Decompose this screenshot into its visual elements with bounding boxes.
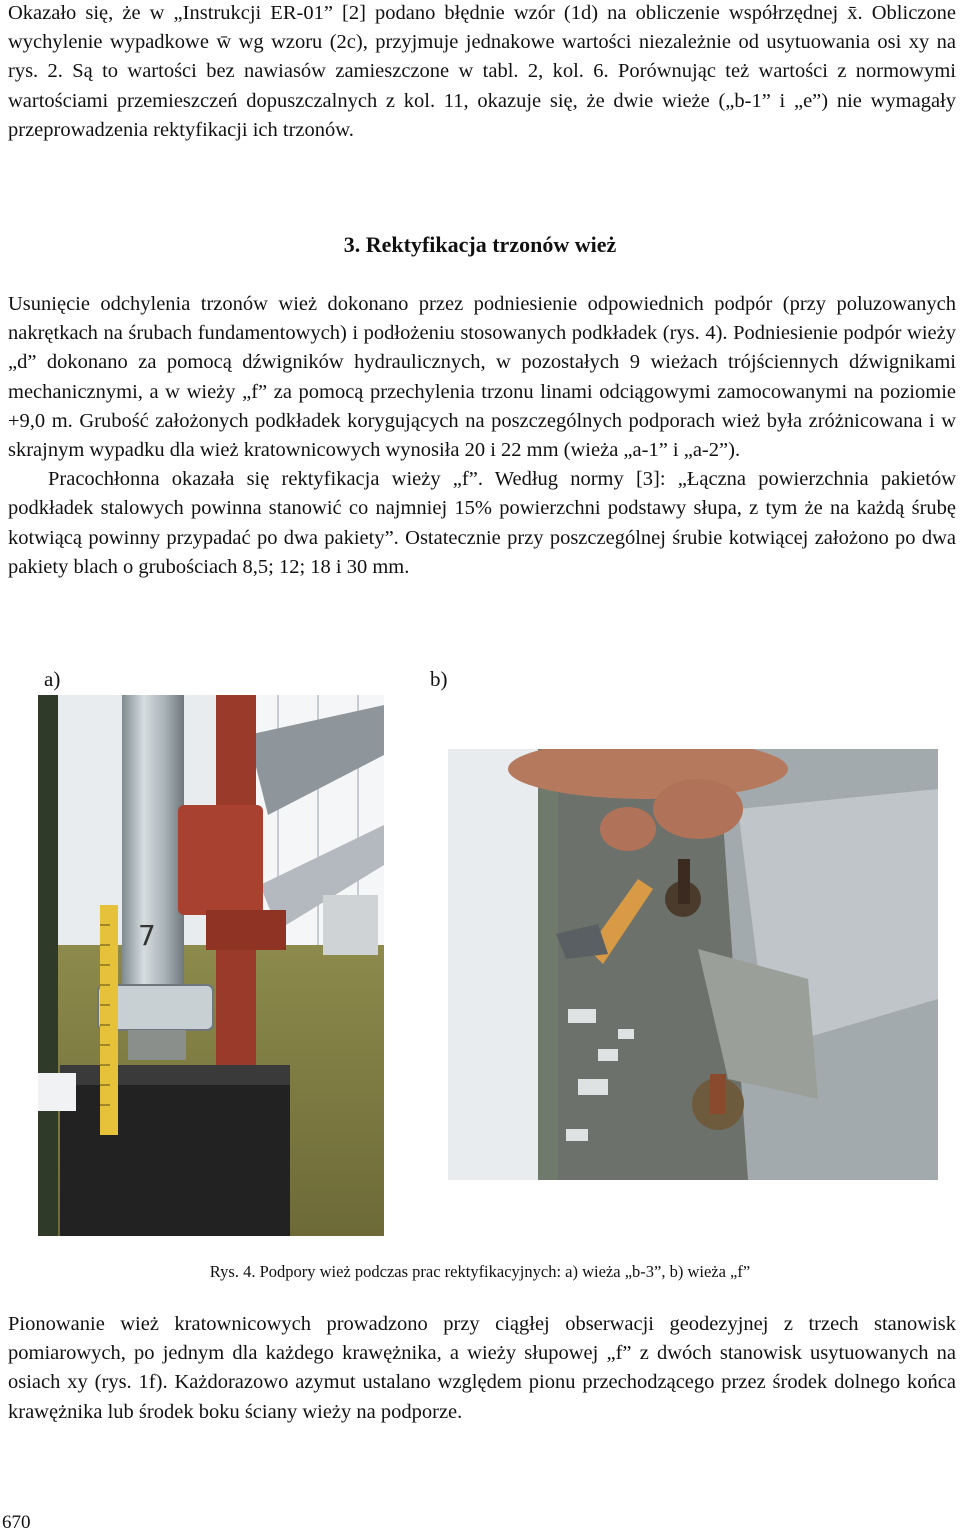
paragraph-tower-f: Pracochłonna okazała się rektyfikacja wieży „f”. Według normy [3]: „Łączna powierzchnia pakietów podkładek stalowych powinna stanowić co najmniej 15% powierzchni podstawy słupa, z tym że na każdą śrubę kotwiącą powinny przypadać po dwa pakiety”. Ostatecznie przy poszczególnej śrubie kotwiącej założono po dwa pakiety blach o grubościach 8,5; 12; 18 i 30 mm. bbox=[8, 468, 956, 578]
photo-tower-f-support bbox=[448, 749, 938, 1180]
paragraph-intro: Okazało się, że w „Instrukcji ER-01” [2] podano błędnie wzór (1d) na obliczenie współrzędnej x̄. Obliczone wychylenie wypadkowe w̄ wg wzoru (2c), przyjmuje jednakowe wartości niezależnie od usytuowania osi xy na rys. 2. Są to wartości bez nawiasów zamieszczone w tabl. 2, kol. 6. Porównując też wartości z normowymi wartościami przemieszczeń dopuszczalnych z kol. 11, okazuje się, że dwie wieże („b-1” i „e”) nie wymagały przeprowadzenia rektyfikacji ich trzonów. bbox=[8, 2, 956, 141]
pipe-mark-text: 7 bbox=[138, 919, 156, 952]
figure-label-b: b) bbox=[430, 667, 448, 691]
page-number: 670 bbox=[2, 1512, 31, 1533]
section-body bbox=[8, 290, 956, 582]
paragraph-rectification: Usunięcie odchylenia trzonów wież dokonano przez podniesienie odpowiednich podpór (przy poluzowanych nakrętkach na śrubach fundamentowych) i podłożeniu stosowanych podkładek (rys. 4). Podniesienie podpór wieży „d” dokonano za pomocą dźwigników hydraulicznych, w pozostałych 9 wieżach trójściennych dźwignikami mechanicznymi, a w wieży „f” za pomocą przechylenia trzonu linami odciągowymi zamocowanymi na poziomie +9,0 m. Grubość założonych podkładek korygujących na poszczególnych podporach wież była zróżnicowana i w skrajnym wypadku dla wież kratownicowych wynosiła 20 i 22 mm (wieża „a-1” i „a-2”). bbox=[8, 293, 956, 462]
section-heading: 3. Rektyfikacja trzonów wież bbox=[343, 232, 617, 257]
paragraph-plumbing: Pionowanie wież kratownicowych prowadzono przy ciągłej obserwacji geodezyjnej z trzech stanowisk pomiarowych, po jednym dla każdego krawężnika, a wieży słupowej „f” z dwóch stanowisk usytuowanych na osiach xy (rys. 1f). Każdorazowo azymut ustalano względem pionu przechodzącego przez środek dolnego końca krawężnika lub środek boku ściany wieży na podporze. bbox=[8, 1313, 956, 1423]
figure-caption: Rys. 4. Podpory wież podczas prac rektyfikacyjnych: a) wieża „b-3”, b) wieża „f” bbox=[209, 1262, 751, 1281]
figure-label-a: a) bbox=[44, 667, 61, 691]
photo-tower-b3-support bbox=[38, 695, 384, 1236]
